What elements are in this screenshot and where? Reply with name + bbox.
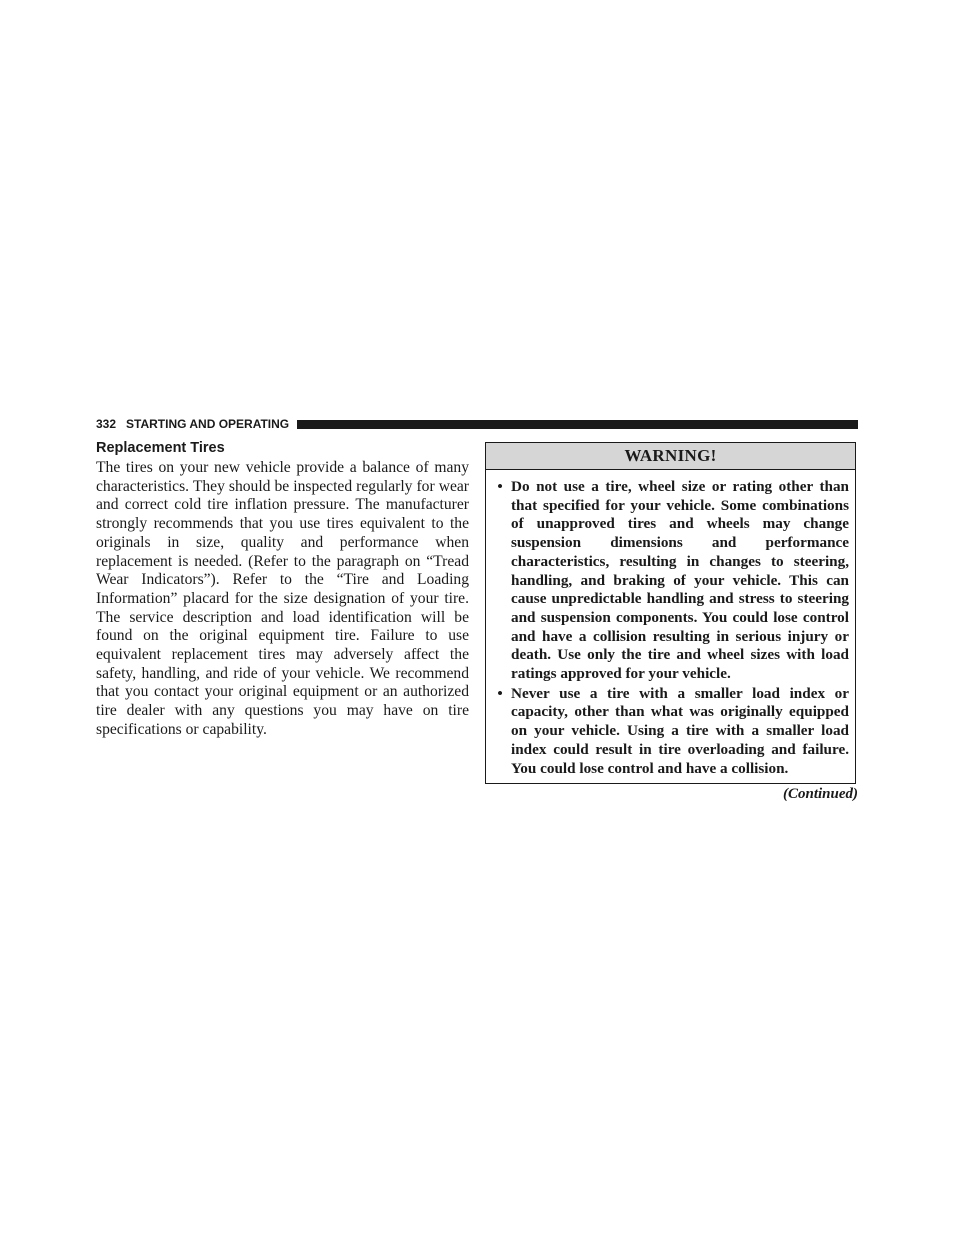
page-header [96,417,858,431]
bullet-icon: • [497,684,503,702]
warning-item [494,478,849,684]
section-title: STARTING AND OPERATING [126,417,290,431]
warning-item-text: Never use a tire with a smaller load index or capacity, other than what was originally equipped on your vehicle. Using a tire with a smaller load index could result in tire overloading and failure. You could lose control and have a collision. [511,684,849,777]
warning-box [485,442,856,784]
warning-title: WARNING! [486,443,855,470]
warning-item [494,685,849,779]
section-heading: Replacement Tires [96,440,225,456]
header-rule [297,420,858,429]
continued-label: (Continued) [782,786,858,802]
page-number: 332 [96,417,117,431]
left-column [96,439,469,740]
body-paragraph: The tires on your new vehicle provide a balance of many characteristics. They should be inspected regularly for wear and correct cold tire inflation pressure. The manufacturer strongly recommends that you use tires equivalent to the originals in size, quality and performance when replacement is needed. (Refer to the paragraph on “Tread Wear Indicators”). Refer to the “Tire and Loading Information” placard for the size designation of your tire. The service description and load identification will be found on the original equipment tire. Failure to use equivalent replacement tires may adversely affect the safety, handling, and ride of your vehicle. We recommend that you contact your original equipment or an authorized tire dealer with any questions you may have on tire specifications or capability. [96,459,469,738]
warning-item-text: Do not use a tire, wheel size or rating other than that specified for your vehicle. Some combinations of unapproved tires and wheels may change suspension dimensions and performance characteristics, resulting in changes to steering, handling, and braking of your vehicle. This can cause unpredictable handling and stress to steering and suspension components. You could lose control and have a collision resulting in serious injury or death. Use only the tire and wheel sizes with load ratings approved for your vehicle. [511,478,849,683]
bullet-icon: • [497,478,503,495]
warning-list [486,470,855,778]
